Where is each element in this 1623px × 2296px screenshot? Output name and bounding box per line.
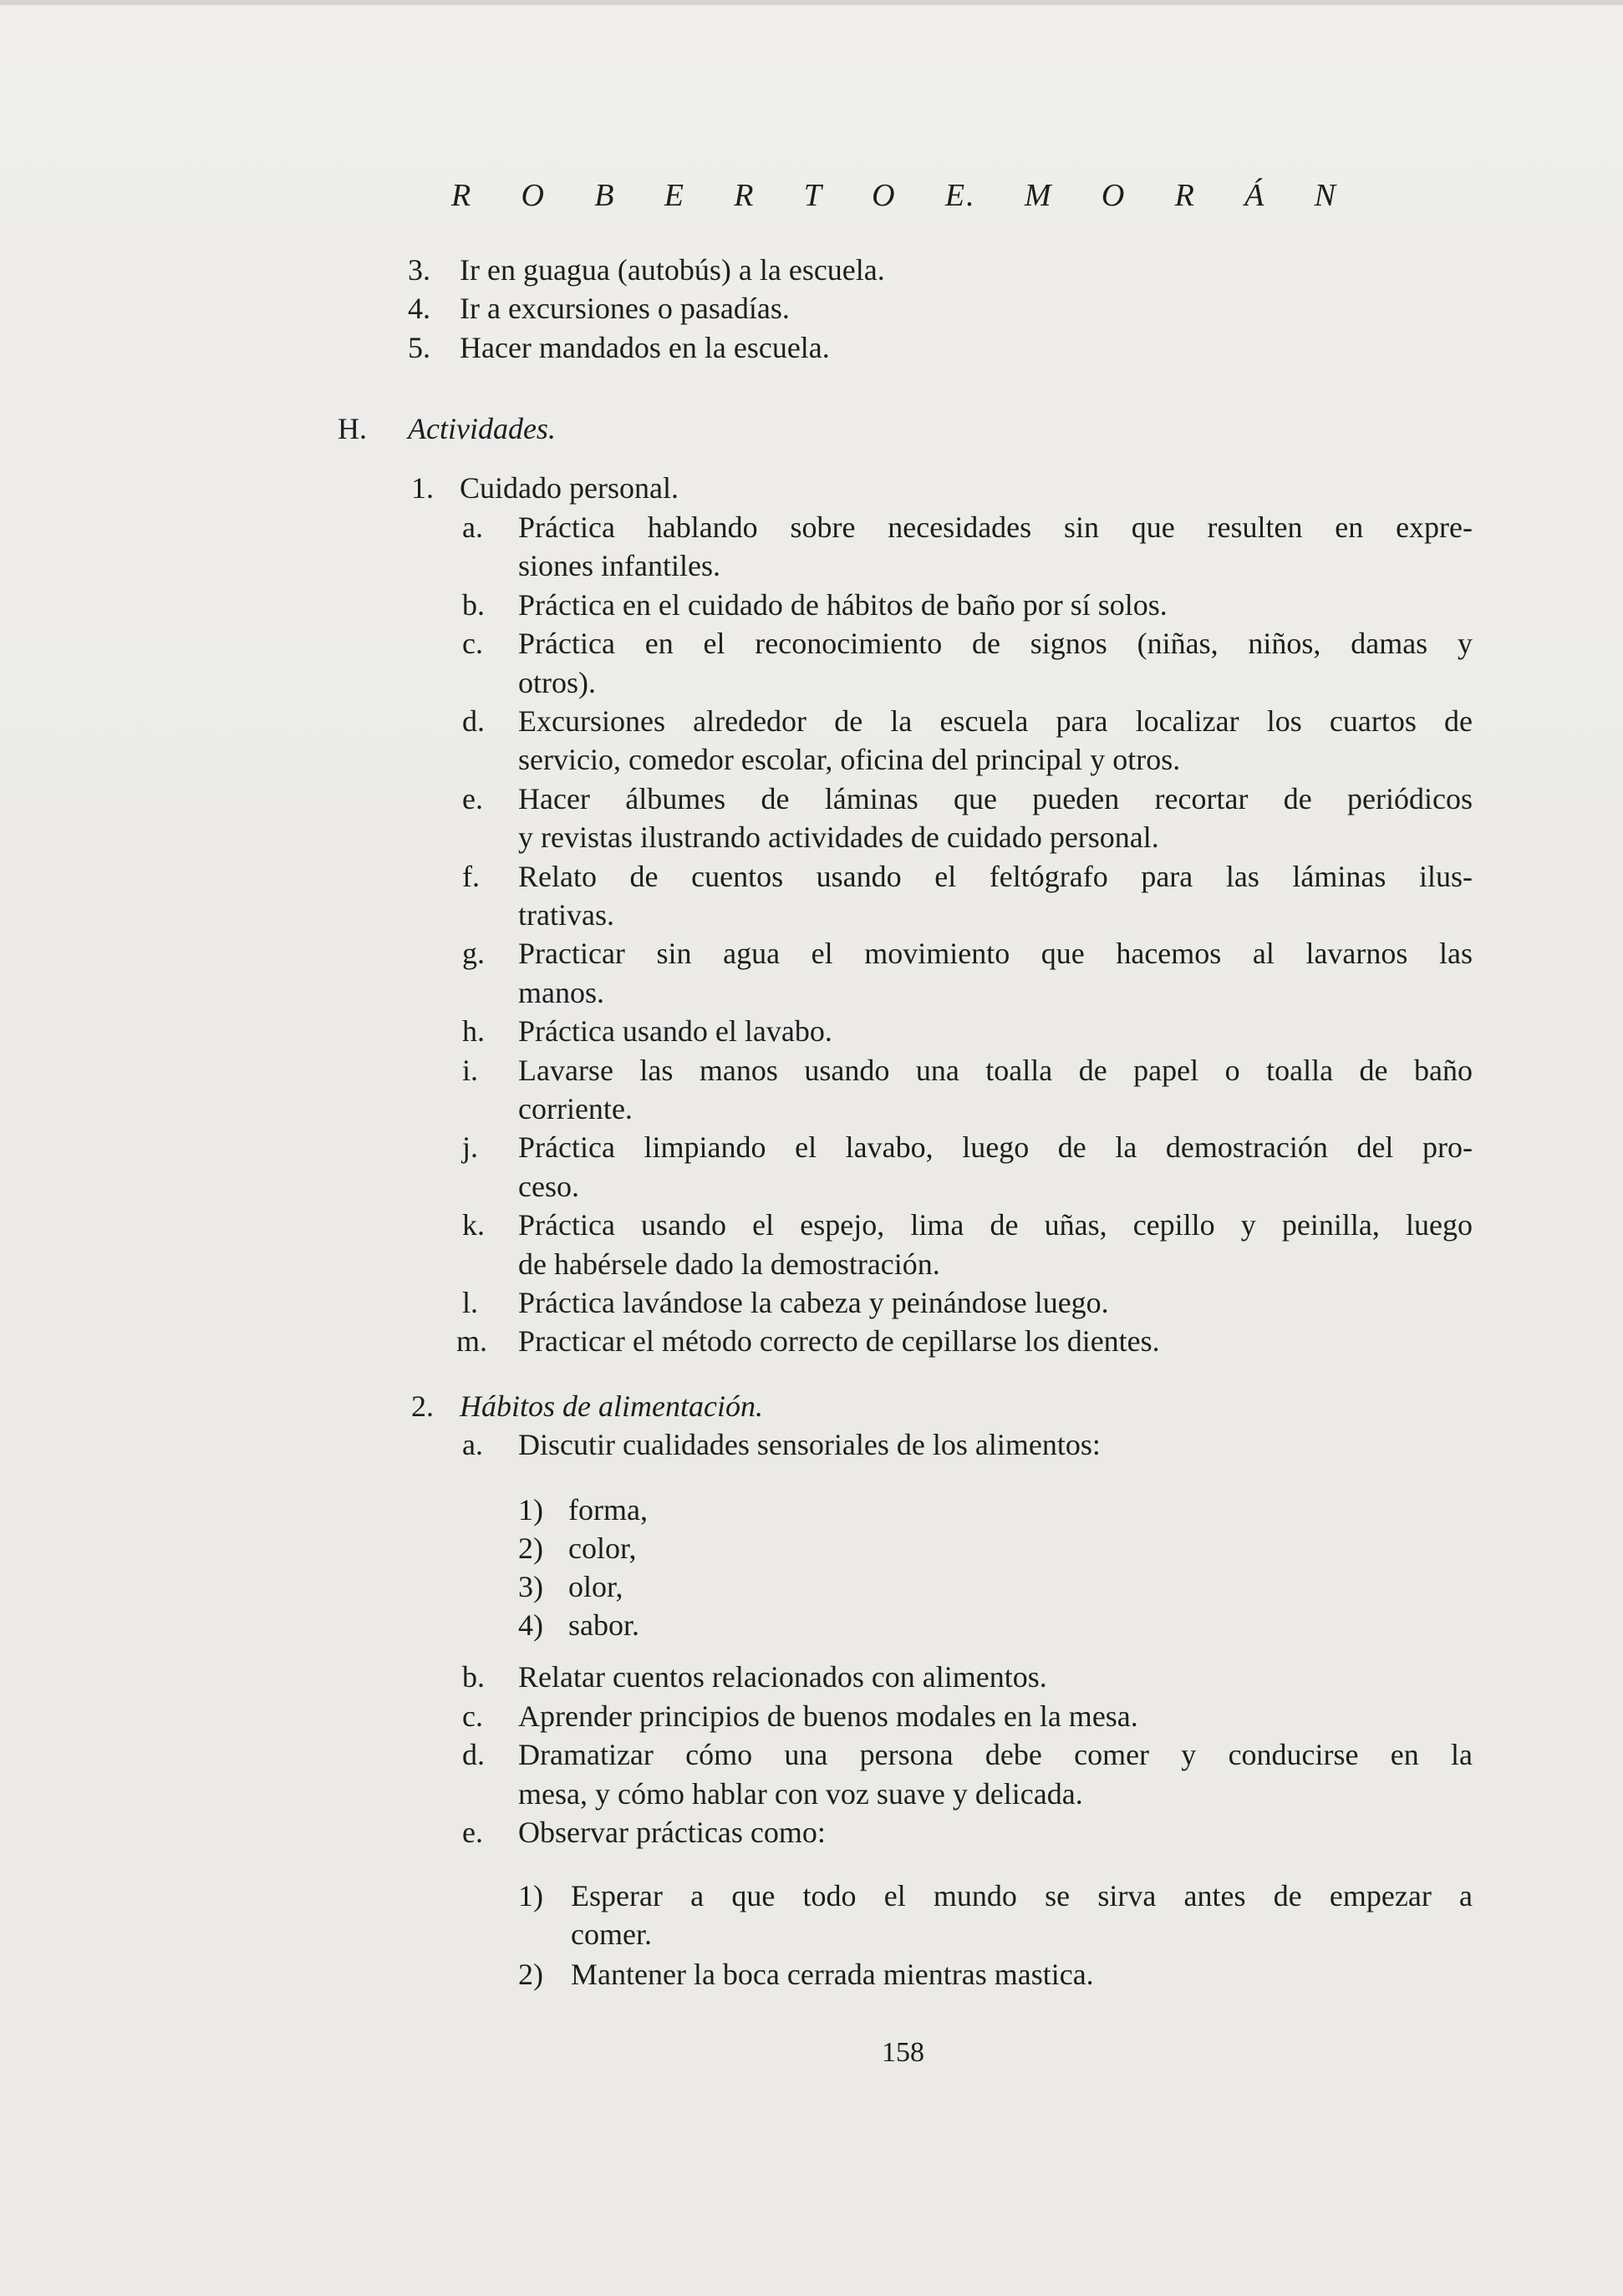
- item-text: Práctica usando el espejo, lima de uñas, cepillo y peinilla, luego: [518, 1208, 1473, 1242]
- item-marker: e.: [462, 1816, 483, 1849]
- item-marker: g.: [462, 937, 485, 970]
- item-marker: l.: [462, 1286, 479, 1319]
- item-marker: j.: [462, 1130, 479, 1164]
- header-letter: B: [594, 178, 616, 213]
- sub-item-marker: 2): [518, 1532, 543, 1565]
- item-marker: a.: [462, 1428, 483, 1461]
- item-marker: b.: [462, 588, 485, 622]
- header-letter: N: [1314, 178, 1337, 213]
- item-text: Práctica lavándose la cabeza y peinándose luego.: [518, 1286, 1109, 1319]
- item-marker: c.: [462, 1699, 483, 1733]
- item-text: Práctica limpiando el lavabo, luego de la demostración del pro-: [518, 1130, 1473, 1164]
- list-item-text: Ir en guagua (autobús) a la escuela.: [460, 253, 885, 287]
- page-top-edge: [0, 0, 1623, 5]
- subsection-number: 1.: [411, 471, 434, 505]
- item-marker: c.: [462, 627, 483, 660]
- sub-item-text: olor,: [568, 1570, 623, 1603]
- sub-item-text: forma,: [568, 1493, 648, 1526]
- sub-item-marker: 3): [518, 1570, 543, 1603]
- item-text: Discutir cualidades sensoriales de los alimentos:: [518, 1428, 1101, 1461]
- item-marker: d.: [462, 704, 485, 738]
- header-letter: Á: [1244, 178, 1266, 213]
- item-text: Excursiones alrededor de la escuela para localizar los cuartos de: [518, 704, 1473, 738]
- item-text-continuation: otros).: [518, 666, 596, 699]
- section-letter: H.: [338, 412, 367, 445]
- item-text-continuation: de habérsele dado la demostración.: [518, 1247, 940, 1281]
- sub-item-marker: 1): [518, 1879, 543, 1912]
- sub-item-marker: 2): [518, 1958, 543, 1991]
- item-text: Observar prácticas como:: [518, 1816, 826, 1849]
- header-letter: M: [1024, 178, 1053, 213]
- header-letter: E.: [944, 178, 976, 213]
- item-text: Práctica hablando sobre necesidades sin que resulten en expre-: [518, 511, 1473, 544]
- header-letter: R: [451, 178, 473, 213]
- subsection-title: Cuidado personal.: [460, 471, 679, 505]
- item-text-continuation: siones infantiles.: [518, 549, 720, 582]
- item-text-continuation: y revistas ilustrando actividades de cuidado personal.: [518, 820, 1159, 854]
- sub-item-text-continuation: comer.: [571, 1918, 652, 1951]
- header-letter: R: [734, 178, 756, 213]
- header-letter: R: [1174, 178, 1196, 213]
- item-text: Relatar cuentos relacionados con alimentos.: [518, 1660, 1047, 1694]
- item-marker: f.: [462, 860, 480, 893]
- item-marker: d.: [462, 1738, 485, 1771]
- item-text: Dramatizar cómo una persona debe comer y conducirse en la: [518, 1738, 1473, 1771]
- item-text: Practicar sin agua el movimiento que hacemos al lavarnos las: [518, 937, 1473, 970]
- header-letter: E: [664, 178, 685, 213]
- list-item-text: Ir a excursiones o pasadías.: [460, 292, 790, 325]
- list-item-text: Hacer mandados en la escuela.: [460, 331, 830, 364]
- item-text: Práctica usando el lavabo.: [518, 1014, 832, 1048]
- item-marker: k.: [462, 1208, 485, 1242]
- item-marker: h.: [462, 1014, 485, 1048]
- item-text-continuation: servicio, comedor escolar, oficina del principal y otros.: [518, 743, 1181, 776]
- header-letter: T: [803, 178, 823, 213]
- page-number: 158: [882, 2037, 924, 2068]
- subsection-number: 2.: [411, 1389, 434, 1423]
- item-marker: a.: [462, 511, 483, 544]
- item-text: Relato de cuentos usando el feltógrafo para las láminas ilus-: [518, 860, 1473, 893]
- header-letter: O: [872, 178, 897, 213]
- sub-item-marker: 1): [518, 1493, 543, 1526]
- item-text: Práctica en el reconocimiento de signos (niñas, niños, damas y: [518, 627, 1473, 660]
- list-item-number: 3.: [408, 253, 430, 287]
- sub-item-text: Esperar a que todo el mundo se sirva antes de empezar a: [571, 1879, 1473, 1912]
- item-marker: m.: [456, 1324, 488, 1358]
- sub-item-text: sabor.: [568, 1608, 639, 1642]
- header-letter: O: [521, 178, 546, 213]
- item-text: Practicar el método correcto de cepillarse los dientes.: [518, 1324, 1160, 1358]
- item-text: Lavarse las manos usando una toalla de papel o toalla de baño: [518, 1054, 1473, 1087]
- item-text: Hacer álbumes de láminas que pueden recortar de periódicos: [518, 782, 1473, 815]
- sub-item-text: Mantener la boca cerrada mientras mastica.: [571, 1958, 1094, 1991]
- list-item-number: 5.: [408, 331, 430, 364]
- item-marker: b.: [462, 1660, 485, 1694]
- item-text-continuation: corriente.: [518, 1092, 633, 1125]
- item-text-continuation: mesa, y cómo hablar con voz suave y delicada.: [518, 1777, 1083, 1811]
- sub-item-text: color,: [568, 1532, 637, 1565]
- section-title: Actividades.: [408, 412, 556, 445]
- item-marker: e.: [462, 782, 483, 815]
- list-item-number: 4.: [408, 292, 430, 325]
- item-text-continuation: manos.: [518, 976, 604, 1009]
- item-text: Práctica en el cuidado de hábitos de baño por sí solos.: [518, 588, 1168, 622]
- item-marker: i.: [462, 1054, 479, 1087]
- item-text: Aprender principios de buenos modales en la mesa.: [518, 1699, 1138, 1733]
- item-text-continuation: trativas.: [518, 898, 614, 932]
- header-letter: O: [1101, 178, 1127, 213]
- sub-item-marker: 4): [518, 1608, 543, 1642]
- running-header: [451, 177, 1337, 214]
- item-text-continuation: ceso.: [518, 1170, 579, 1203]
- subsection-title: Hábitos de alimentación.: [460, 1389, 763, 1423]
